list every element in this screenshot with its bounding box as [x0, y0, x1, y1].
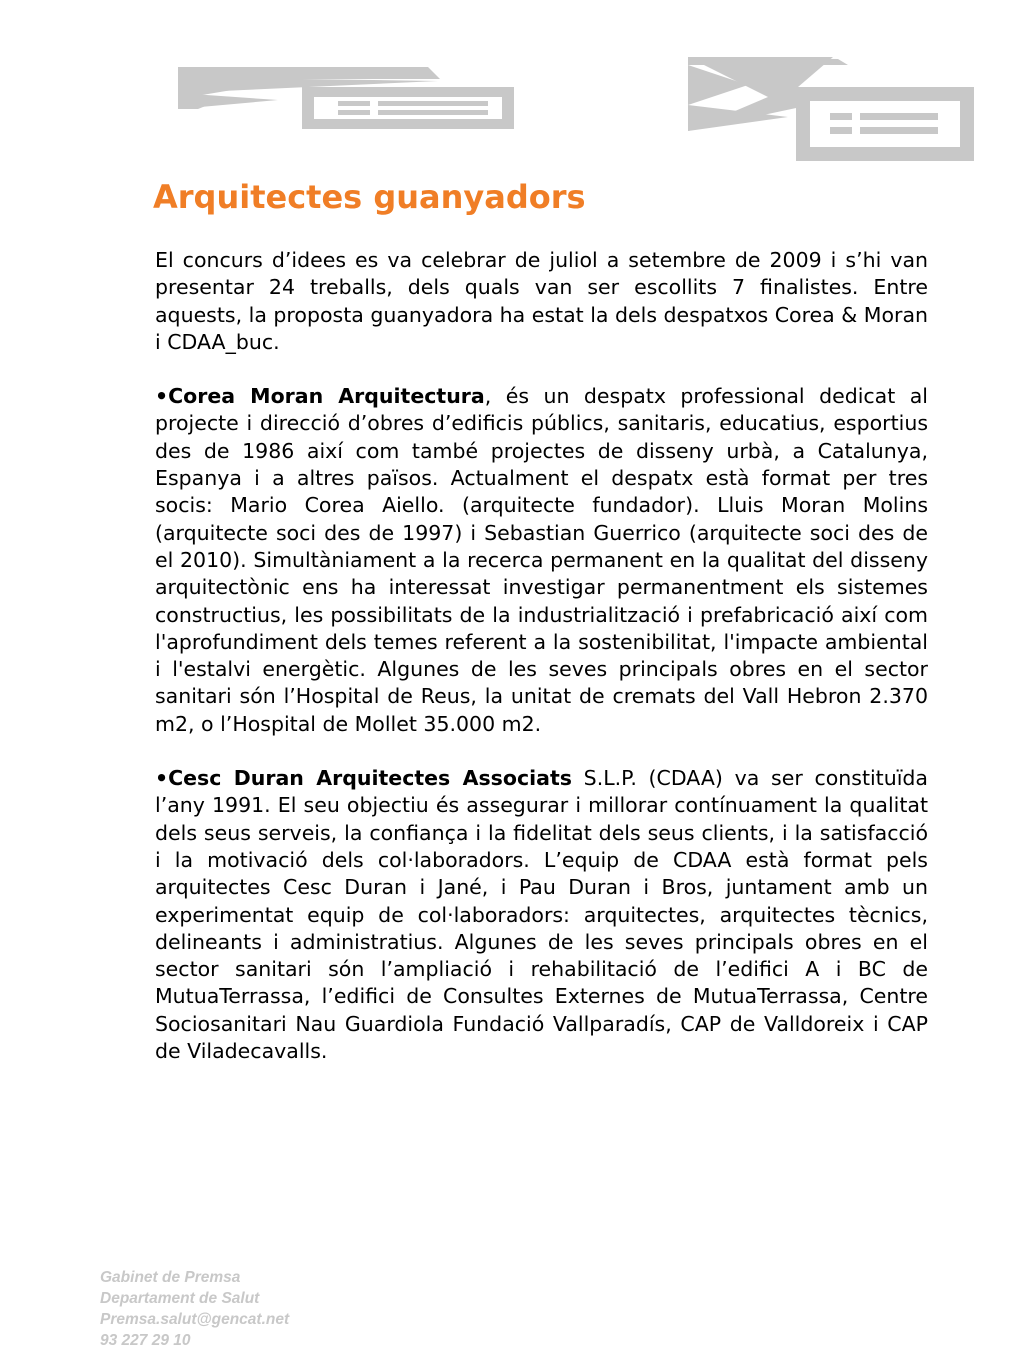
footer-department: Departament de Salut — [100, 1290, 260, 1307]
article-body — [155, 247, 928, 1092]
firm-name-corea-moran: Corea Moran Arquitectura — [168, 384, 485, 409]
firm-paragraph-cdaa — [155, 765, 928, 1065]
document-arrow-icon — [178, 67, 514, 129]
document-arrow-icon — [688, 57, 974, 161]
firm-paragraph-corea-moran — [155, 383, 928, 738]
bullet: • — [155, 766, 169, 791]
firm-description-cdaa: S.L.P. (CDAA) va ser constituïda l’any 1991. El seu objectiu és assegurar i millorar contínuament la qualitat dels seus serveis, la confiança i la fidelitat dels seus clients, i la satisfacció i la motivació dels col·laboradors. L’equip de CDAA està format pels arquitectes Cesc Duran i Jané, i Pau Duran i Bros, juntament amb un experimentat equip de col·laboradors: arquitectes, arquitectes tècnics, delineants i administratius. Algunes de les seves principals obres en el sector sanitari són l’ampliació i rehabilitació de l’edifici A i BC de MutuaTerrassa, l’edifici de Consultes Externes de MutuaTerrassa, Centre Sociosanitari Nau Guardiola Fundació Vallparadís, CAP de Valldoreix i CAP de Viladecavalls. — [155, 766, 928, 1064]
footer-email: Premsa.salut@gencat.net — [100, 1311, 290, 1328]
footer-phone: 93 227 29 10 — [100, 1332, 191, 1349]
press-contact-footer — [100, 1267, 289, 1351]
footer-office: Gabinet de Premsa — [100, 1269, 241, 1286]
intro-paragraph: El concurs d’idees es va celebrar de juliol a setembre de 2009 i s’hi van presentar 24 treballs, dels quals van ser escollits 7 finalistes. Entre aquests, la proposta guanyadora ha estat la dels despatxos Corea & Moran i CDAA_buc. — [155, 248, 928, 354]
firm-name-cdaa: Cesc Duran Arquitectes Associats — [168, 766, 572, 791]
page-title: Arquitectes guanyadors — [153, 178, 586, 216]
firm-description-corea-moran: , és un despatx professional dedicat al projecte i direcció d’obres d’edificis públics, sanitaris, educatius, esportius des de 1986 així com també projectes de disseny urbà, a Catalunya, Espanya i a altres països. Actualment el despatx està format per tres socis: Mario Corea Aiello. (arquitecte fundador). Lluis Moran Molins (arquitecte soci des de 1997) i Sebastian Guerrico (arquitecte soci des de el 2010). Simultàniament a la recerca permanent en la qualitat del disseny arquitectònic ens ha interessat investigar permanentment els sistemes constructius, les possibilitats de la industrialització i prefabricació així com l'aprofundiment dels temes referent a la sostenibilitat, l'impacte ambiental i l'estalvi energètic. Algunes de les seves principals obres en el sector sanitari són l’Hospital de Reus, la unitat de cremats del Vall Hebron 2.370 m2, o l’Hospital de Mollet 35.000 m2. — [155, 384, 928, 736]
bullet: • — [155, 384, 169, 409]
